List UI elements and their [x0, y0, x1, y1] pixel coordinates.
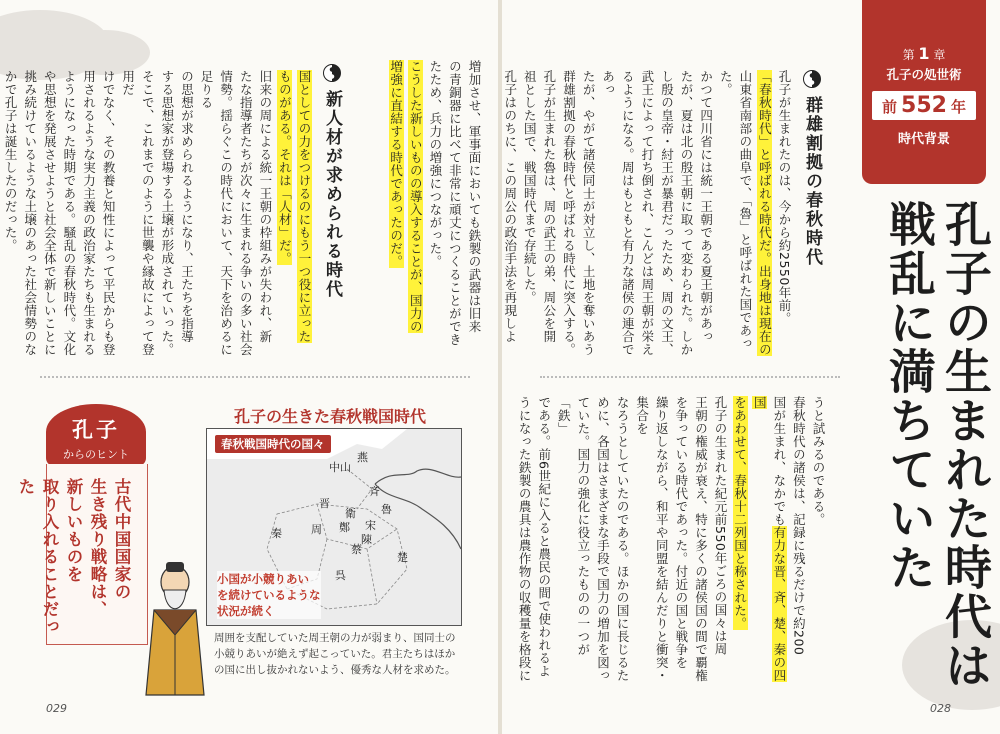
chapter-subtitle: 孔子の処世術 [886, 67, 962, 82]
state-cai: 蔡 [351, 543, 362, 556]
state-wu: 楚 [397, 551, 408, 564]
map-note: 小国が小競りあい を続けているような 状況が続く [217, 572, 321, 618]
state-lu: 魯 [381, 503, 392, 516]
hint-badge: 孔子 からのヒント [46, 404, 146, 466]
section-divider [540, 376, 840, 378]
page-title: 孔子の生まれた時代は 戦乱に満ちていた [881, 200, 992, 690]
section-heading-1: 群雄割拠の春秋時代 [800, 70, 825, 370]
year-box: 前 552 年 [872, 91, 976, 120]
map-caption: 周囲を支配していた周王朝の力が弱まり、国同士の小競りあいが絶えず起こっていた。君主たちはほかの国に出し抜かれないよう、優秀な人材を求めた。 [214, 632, 456, 676]
section-divider [40, 376, 470, 378]
map-legend-label: 春秋戦国時代の国々 [215, 435, 331, 453]
state-chen: 陳 [361, 533, 372, 546]
page-number-left: 029 [46, 702, 67, 715]
chapter-badge: 第 1 章 孔子の処世術 前 552 年 時代背景 [862, 0, 986, 184]
state-chu: 呉 [335, 569, 346, 582]
state-qi: 斉 [369, 485, 380, 498]
state-zhou: 周 [311, 523, 322, 536]
map-title: 孔子の生きた春秋戦国時代 [234, 407, 427, 426]
body-text-left-section2: 国としての力をつけるのにもう一つ役に立った ものがある。それは「人材」だ。 旧来の周による統一王朝の枠組みが失われ、新 たな指導者たちが次々に生まれる争いの多い社会 情勢。揺らぐこの時代において、天下を治めるに足りる の思想が求められるようになり、王たちを指導 する思想家が登場する土壌が形成されていった。 そこで、これまでのように世襲や縁故によって登用だ けでなく、その教養と知性によって平民からも登 用されるような実力主義の政治家たちも生まれる ようになった時期である。騒乱の春秋時代。文化 や思想を発展させようと社会全体で新しいことに 挑み続けているような土壌のあった社会情勢のな かで孔子は誕生したのだった。 [3, 70, 312, 356]
body-text-right-lower: うと試みるのである。 春秋時代の諸侯は、記録に残るだけで約200 国が生まれ、なかでも有力な晋、斉、楚、秦の四国 をあわせて、春秋十二列国と称された。 孔子の生まれた紀元前550年ごろの国々は周 王朝の権威が衰え、特に多くの諸侯国の間で覇権 を争っている時代であった。付近の国と戦争を 繰り返しながら、和平や同盟を結んだりと衝突・集合を なろうとしていたのである。ほかの国に長じるた めに、各国はさまざまな手段で国力の増加を図っ ていた。国力の強化に役立ったものの一つが「鉄」 である。前6世紀に入ると農民の間で使われるよ うになった鉄製の農具は農作物の収穫量を格段に [517, 396, 826, 682]
confucius-illustration [140, 560, 210, 700]
yinyang-icon [323, 64, 341, 82]
hint-box [16, 464, 148, 645]
state-jin: 晋 [319, 497, 330, 510]
body-text-right-upper: 孔子が生まれたのは、今から約2550年前。 「春秋時代」と呼ばれる時代だ。出身地は現在の 山東省南部の曲阜で、「魯」と呼ばれた国であった。 かつて四川省には統一王朝である夏王朝があっ たが、夏は北の殷王朝に取って変わられた。しか し殷の皇帝・紂王が暴君だったため、周の文王、 武王によって打ち倒され、こんどは周王朝が栄え るようになる。周はもともと有力な諸侯の連合であっ たが、やがて諸侯同士が対立し、土地を奪いあう 群雄割拠の春秋時代と呼ばれる時代に突入する。 孔子が生まれた魯は、周の武王の弟、周公を開 祖とした国で、戦国時代まで存続した。 孔子はのちに、この周公の政治手法を再現しよ [502, 70, 792, 356]
map-figure [206, 428, 462, 626]
body-text-left-upper: 増加させ、軍事面においても鉄製の武器は旧来 の青銅器に比べて非常に頑丈につくることができ たため、兵力の増強につながった。 こうした新しいものの導入することが、国力の 増強に直結する時代であったのだ。 [388, 60, 482, 346]
state-song: 宋 [365, 519, 376, 532]
page-number-right: 028 [930, 702, 951, 715]
state-zheng: 鄭 [339, 521, 350, 534]
state-qin: 秦 [271, 527, 282, 540]
section-heading-2: 新人材が求められる時代 [320, 64, 345, 354]
state-zhongshan: 中山 [329, 461, 351, 474]
cloud-decoration [60, 30, 150, 75]
hint-text: 古代中国国家の 生き残り戦略は、 新しいものを 取り入れることだった [16, 478, 131, 636]
state-yan: 燕 [357, 451, 368, 464]
yinyang-icon [803, 70, 821, 88]
state-wei: 衛 [345, 507, 356, 520]
category-label: 時代背景 [897, 132, 950, 147]
